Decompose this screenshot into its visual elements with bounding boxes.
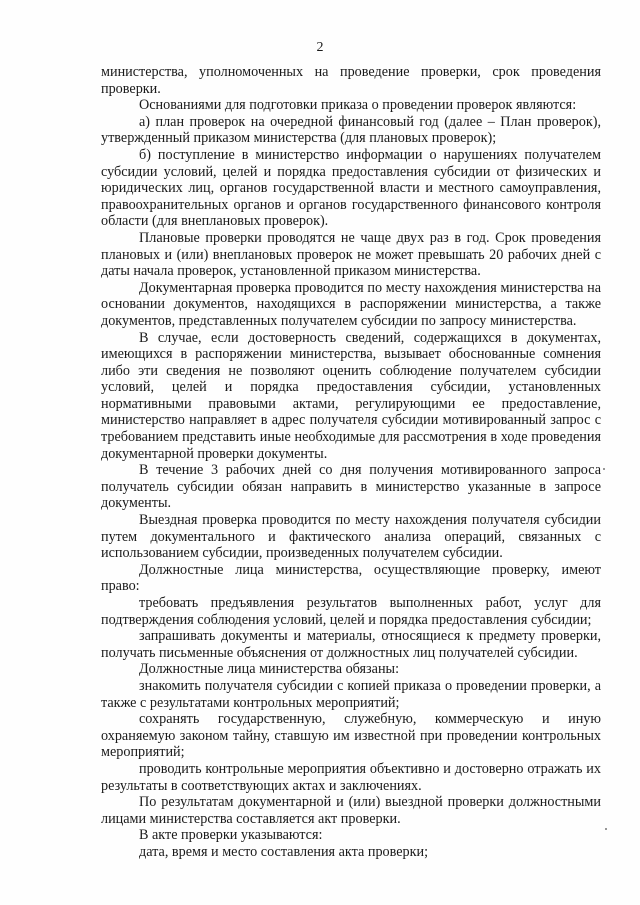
document-body <box>101 64 601 861</box>
paragraph: б) поступление в министерство информации о нарушениях получателем субсидии условий, целей и порядка предоставления субсидии от физических и юридических лиц, органов государственной власти и местного самоуправления, правоохранительных органов и органов государственного финансового контроля области (для внеплановых проверок). <box>101 146 601 230</box>
paragraph: В течение 3 рабочих дней со дня получения мотивированного запроса получатель субсидии обязан направить в министерство указанные в запросе документы. <box>101 462 601 512</box>
paragraph: запрашивать документы и материалы, относящиеся к предмету проверки, получать письменные объяснения от должностных лиц получателей субсидии. <box>101 628 601 661</box>
paragraph: министерства, уполномоченных на проведение проверки, срок проведения проверки. <box>101 64 601 97</box>
paragraph: дата, время и место составления акта проверки; <box>139 843 429 860</box>
scan-speck <box>605 828 607 830</box>
paragraph: Основаниями для подготовки приказа о проведении проверок являются: <box>139 97 577 114</box>
paragraph: Плановые проверки проводятся не чаще двух раз в год. Срок проведения плановых и (или) внеплановых проверок не может превышать 20 рабочих дней с даты начала проверок, установленной приказом министерства. <box>101 229 601 280</box>
paragraph: Выездная проверка проводится по месту нахождения получателя субсидии путем документального и фактического анализа операций, связанных с использованием субсидии, произведенных получателем субсидии. <box>101 512 601 562</box>
paragraph: требовать предъявления результатов выполненных работ, услуг для подтверждения соблюдения условий, целей и порядка предоставления субсидии; <box>101 595 601 628</box>
paragraph: Должностные лица министерства обязаны: <box>139 661 400 678</box>
paragraph: Должностные лица министерства, осуществляющие проверку, имеют право: <box>101 561 601 595</box>
page-number: 2 <box>316 40 324 55</box>
paragraph: а) план проверок на очередной финансовый год (далее – План проверок), утвержденный приказом министерства (для плановых проверок); <box>101 113 601 147</box>
paragraph: По результатам документарной и (или) выездной проверки должностными лицами министерства составляется акт проверки. <box>101 794 601 827</box>
paragraph: знакомить получателя субсидии с копией приказа о проведении проверки, а также с результатами контрольных мероприятий; <box>101 677 601 711</box>
scan-speck <box>603 468 605 470</box>
paragraph: проводить контрольные мероприятия объективно и достоверно отражать их результаты в соответствующих актах и заключениях. <box>101 760 601 794</box>
paragraph: В случае, если достоверность сведений, содержащихся в документах, имеющихся в распоряжении министерства, вызывает обоснованные сомнения либо эти сведения не позволяют оценить соблюдение получателем субсидии условий, целей и порядка предоставления субсидии, установленных нормативными правовыми актами, регулирующими ее предоставление, министерство направляет в адрес получателя субсидии мотивированный запрос с требованием представить иные необходимые для рассмотрения в ходе проведения документарной проверки документы. <box>101 329 601 462</box>
paragraph: Документарная проверка проводится по месту нахождения министерства на основании документов, находящихся в распоряжении министерства, а также документов, представленных получателем субсидии по запросу министерства. <box>101 279 601 329</box>
paragraph: В акте проверки указываются: <box>139 827 323 844</box>
paragraph: сохранять государственную, служебную, коммерческую и иную охраняемую законом тайну, ставшую им известной при проведении контрольных мероприятий; <box>101 711 601 761</box>
